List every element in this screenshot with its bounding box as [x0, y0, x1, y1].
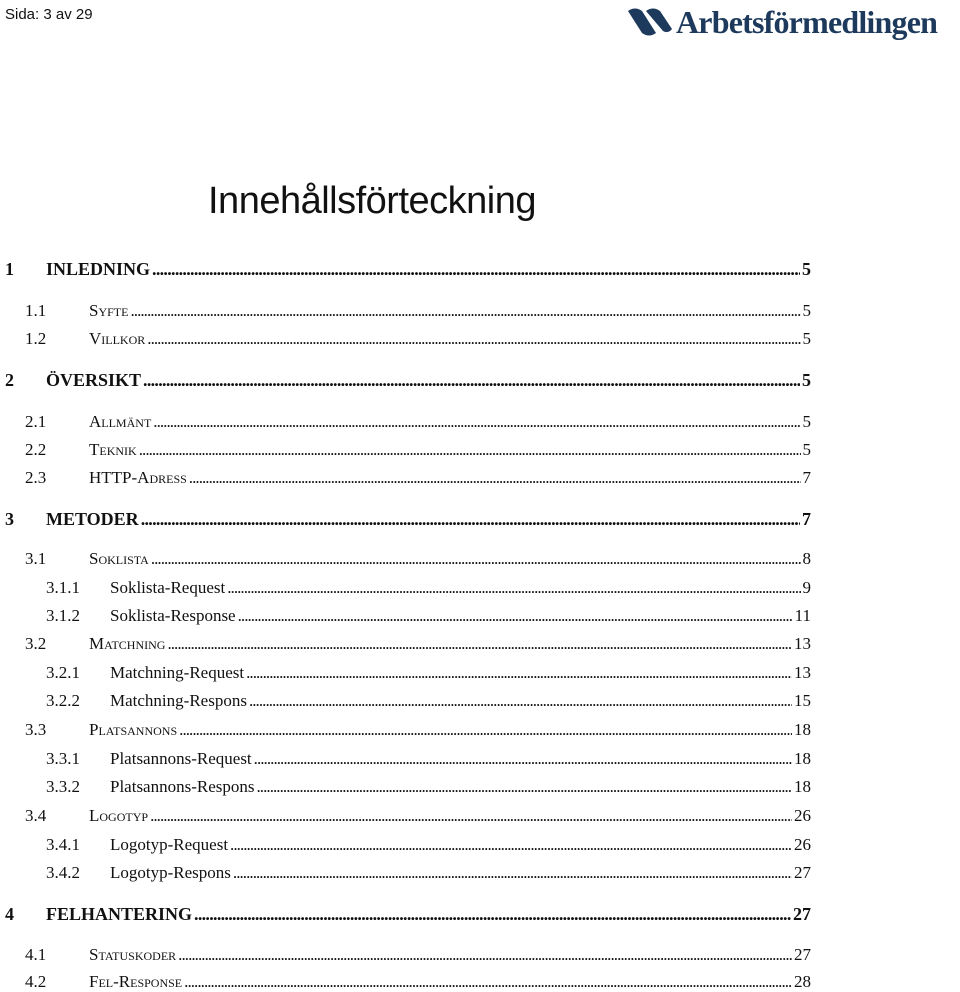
logo-wordmark: Arbetsförmedlingen	[676, 4, 938, 40]
toc-entry-page: 7	[802, 509, 811, 529]
toc-entry-page: 5	[802, 412, 811, 431]
toc-entry-page: 5	[802, 259, 811, 279]
toc-entry-text: Soklista-Request	[110, 578, 226, 597]
toc-entry-text: Allmänt	[89, 412, 152, 431]
toc-entry[interactable]	[46, 749, 811, 769]
toc-leader-dots	[147, 329, 800, 349]
toc-entry-text: Matchning	[89, 634, 166, 653]
toc-entry-page: 27	[793, 904, 811, 924]
toc-entry-page: 7	[802, 468, 811, 487]
toc-entry-text: ÖVERSIKT	[46, 370, 142, 390]
toc-entry-number: 3.2	[25, 634, 47, 653]
toc-leader-dots	[153, 412, 800, 432]
toc-entry-text: Matchning-Respons	[110, 691, 247, 710]
toc-entry-page: 27	[794, 945, 811, 964]
toc-entry-page: 13	[794, 663, 811, 682]
toc-entry[interactable]	[25, 301, 811, 321]
toc-entry-text: Teknik	[89, 440, 137, 459]
toc-entry[interactable]	[5, 904, 811, 924]
toc-entry-number: 3.1	[25, 549, 47, 568]
toc-leader-dots	[179, 720, 792, 740]
toc-entry[interactable]	[25, 329, 811, 349]
toc-entry-text: Villkor	[89, 329, 146, 348]
toc-leader-dots	[254, 749, 792, 769]
toc-entry[interactable]	[25, 972, 811, 992]
toc-entry-number: 3.3.1	[46, 749, 80, 768]
toc-leader-dots	[167, 634, 792, 654]
toc-entry-number: 3.3	[25, 720, 47, 739]
toc-entry-text: Platsannons	[89, 720, 178, 739]
toc-entry-number: 3.2.1	[46, 663, 80, 682]
toc-entry-number: 3.4.2	[46, 863, 80, 882]
toc-entry-number: 4	[5, 904, 14, 924]
toc-entry-number: 3.1.1	[46, 578, 80, 597]
toc-leader-dots	[150, 806, 792, 826]
toc-entry-text: Platsannons-Request	[110, 749, 252, 768]
toc-entry[interactable]	[46, 691, 811, 711]
toc-entry[interactable]	[25, 440, 811, 460]
toc-entry[interactable]	[46, 777, 811, 797]
toc-entry-text: Syfte	[89, 301, 129, 320]
toc-entry[interactable]	[25, 634, 811, 654]
toc-entry-text: INLEDNING	[46, 259, 151, 279]
toc-leader-dots	[184, 972, 792, 992]
toc-entry-text: Fel-Response	[89, 972, 183, 991]
toc-entry-page: 9	[802, 578, 811, 597]
toc-leader-dots	[141, 509, 800, 529]
toc-entry-number: 1.2	[25, 329, 47, 348]
toc-entry[interactable]	[5, 370, 811, 390]
toc-entry-number: 3.1.2	[46, 606, 80, 625]
toc-entry[interactable]	[25, 945, 811, 965]
toc-entry[interactable]	[25, 549, 811, 569]
toc-entry-number: 2	[5, 370, 14, 390]
toc-entry-number: 3.3.2	[46, 777, 80, 796]
toc-entry[interactable]	[5, 509, 811, 529]
toc-entry-page: 5	[802, 370, 811, 390]
toc-entry[interactable]	[46, 578, 811, 598]
page-number-label: Sida: 3 av 29	[5, 6, 93, 23]
toc-title: Innehållsförteckning	[208, 180, 536, 222]
toc-leader-dots	[152, 259, 800, 279]
toc-entry-text: HTTP-Adress	[89, 468, 187, 487]
toc-entry-page: 27	[794, 863, 811, 882]
toc-leader-dots	[227, 578, 800, 598]
toc-entry-number: 4.2	[25, 972, 47, 991]
arbetsformedlingen-logo	[626, 4, 956, 46]
toc-entry[interactable]	[46, 606, 811, 626]
toc-entry-number: 2.1	[25, 412, 47, 431]
toc-leader-dots	[130, 301, 800, 321]
toc-leader-dots	[233, 863, 792, 883]
toc-leader-dots	[249, 691, 792, 711]
toc-entry-number: 3.4	[25, 806, 47, 825]
toc-entry-text: FELHANTERING	[46, 904, 193, 924]
toc-leader-dots	[139, 440, 801, 460]
toc-entry-text: METODER	[46, 509, 139, 529]
toc-entry[interactable]	[25, 720, 811, 740]
toc-leader-dots	[143, 370, 800, 390]
toc-entry-number: 3	[5, 509, 14, 529]
toc-entry-page: 18	[794, 749, 811, 768]
toc-entry-text: Soklista-Response	[110, 606, 236, 625]
toc-entry-number: 4.1	[25, 945, 47, 964]
toc-leader-dots	[178, 945, 792, 965]
toc-entry[interactable]	[46, 663, 811, 683]
toc-entry-number: 3.4.1	[46, 835, 80, 854]
toc-entry-page: 18	[794, 720, 811, 739]
toc-entry-text: Statuskoder	[89, 945, 177, 964]
toc-entry-text: Soklista	[89, 549, 149, 568]
toc-entry[interactable]	[46, 863, 811, 883]
toc-entry-page: 11	[794, 606, 811, 625]
toc-leader-dots	[151, 549, 801, 569]
toc-entry-page: 28	[794, 972, 811, 991]
toc-entry-page: 15	[794, 691, 811, 710]
toc-entry[interactable]	[25, 468, 811, 488]
toc-entry-text: Logotyp	[89, 806, 149, 825]
toc-leader-dots	[189, 468, 801, 488]
toc-entry[interactable]	[46, 835, 811, 855]
toc-entry[interactable]	[25, 412, 811, 432]
toc-entry[interactable]	[25, 806, 811, 826]
toc-entry-page: 26	[794, 806, 811, 825]
toc-entry-page: 8	[802, 549, 811, 568]
toc-leader-dots	[257, 777, 793, 797]
toc-leader-dots	[194, 904, 791, 924]
toc-entry-page: 5	[802, 440, 811, 459]
toc-entry-page: 5	[802, 329, 811, 348]
toc-entry-text: Matchning-Request	[110, 663, 245, 682]
toc-entry-number: 1	[5, 259, 14, 279]
toc-leader-dots	[238, 606, 793, 626]
toc-entry-text: Logotyp-Respons	[110, 863, 231, 882]
toc-entry-text: Logotyp-Request	[110, 835, 229, 854]
toc-entry-number: 2.2	[25, 440, 47, 459]
toc-leader-dots	[230, 835, 792, 855]
toc-entry-number: 2.3	[25, 468, 47, 487]
toc-entry-page: 26	[794, 835, 811, 854]
toc-entry-page: 18	[794, 777, 811, 796]
toc-leader-dots	[246, 663, 792, 683]
toc-entry-number: 3.2.2	[46, 691, 80, 710]
logo-mark-icon	[626, 7, 674, 37]
toc-entry-number: 1.1	[25, 301, 47, 320]
toc-entry-page: 13	[794, 634, 811, 653]
toc-entry-text: Platsannons-Respons	[110, 777, 255, 796]
toc-entry[interactable]	[5, 259, 811, 279]
toc-entry-page: 5	[802, 301, 811, 320]
